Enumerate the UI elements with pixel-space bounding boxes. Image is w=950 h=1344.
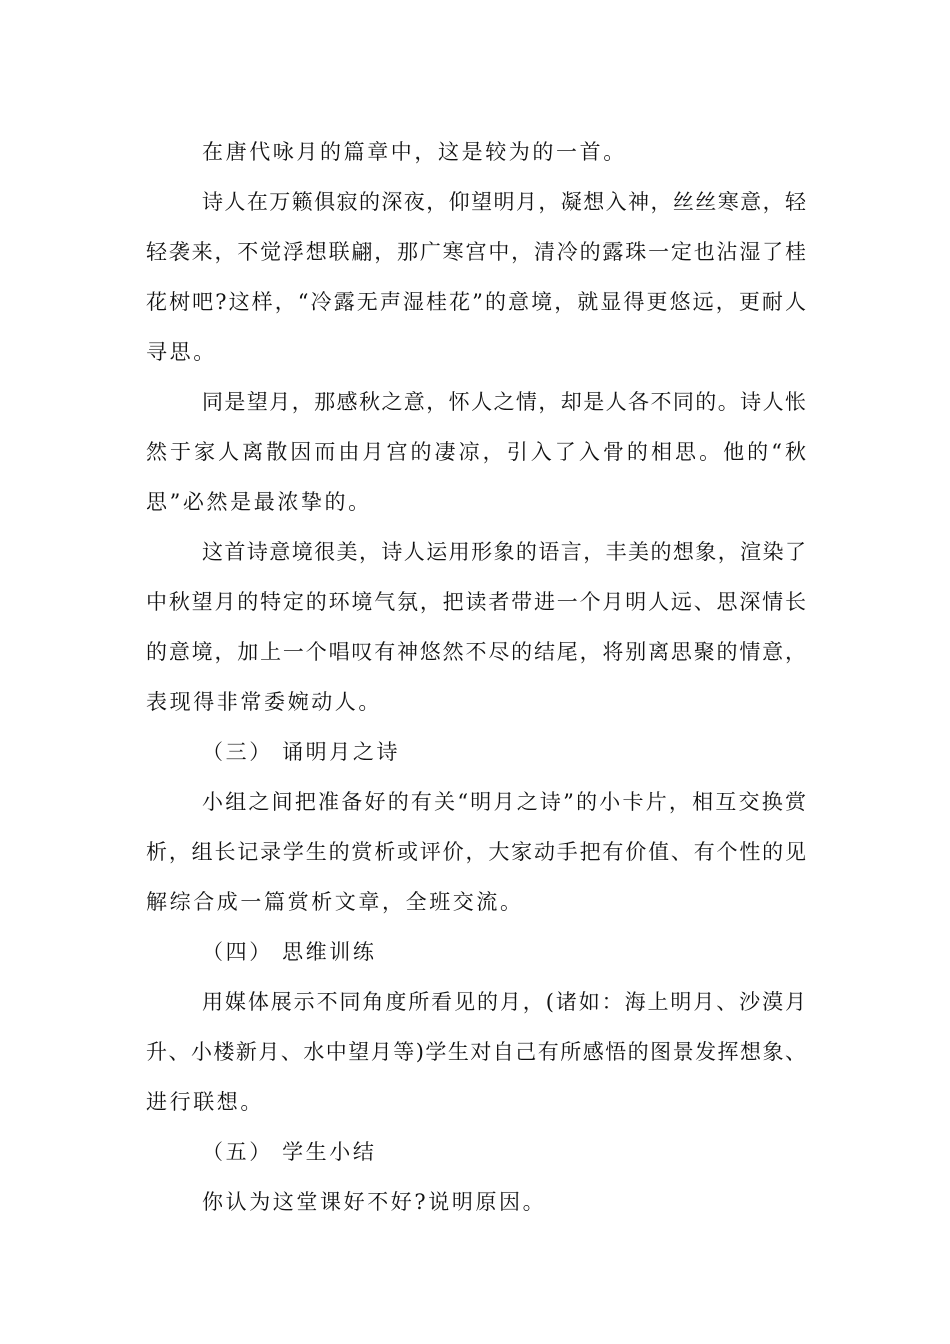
paragraph-line: 同是望月，那感秋之意，怀人之情，却是人各不同的。诗人怅 bbox=[202, 390, 806, 414]
section-heading: （五） 学生小结 bbox=[202, 1140, 377, 1164]
paragraph-line: 然于家人离散因而由月宫的凄凉，引入了入骨的相思。他的“秋 bbox=[146, 440, 806, 464]
paragraph-line: 的意境，加上一个唱叹有神悠然不尽的结尾，将别离思聚的情意， bbox=[146, 640, 806, 664]
paragraph-line: 诗人在万籁俱寂的深夜，仰望明月，凝想入神，丝丝寒意，轻 bbox=[202, 190, 806, 214]
paragraph-line: 中秋望月的特定的环境气氛，把读者带进一个月明人远、思深情长 bbox=[146, 590, 806, 614]
paragraph-line: 升、小楼新月、水中望月等)学生对自己有所感悟的图景发挥想象、 bbox=[146, 1040, 806, 1064]
paragraph-line: 你认为这堂课好不好?说明原因。 bbox=[202, 1190, 547, 1214]
paragraph-line: 思”必然是最浓挚的。 bbox=[146, 490, 372, 514]
paragraph-line: 轻袭来，不觉浮想联翩，那广寒宫中，清冷的露珠一定也沾湿了桂 bbox=[146, 240, 806, 264]
paragraph-line: 析，组长记录学生的赏析或评价，大家动手把有价值、有个性的见 bbox=[146, 840, 806, 864]
paragraph-line: 这首诗意境很美，诗人运用形象的语言，丰美的想象，渲染了 bbox=[202, 540, 806, 564]
paragraph-line: 表现得非常委婉动人。 bbox=[146, 690, 382, 714]
paragraph-line: 解综合成一篇赏析文章，全班交流。 bbox=[146, 890, 524, 914]
paragraph-line: 用媒体展示不同角度所看见的月，(诸如：海上明月、沙漠月 bbox=[202, 990, 806, 1014]
paragraph-line: 小组之间把准备好的有关“明月之诗”的小卡片，相互交换赏 bbox=[202, 790, 806, 814]
section-heading: （四） 思维训练 bbox=[202, 940, 377, 964]
paragraph-line: 在唐代咏月的篇章中，这是较为的一首。 bbox=[202, 140, 627, 164]
paragraph-line: 寻思。 bbox=[146, 340, 217, 364]
paragraph-line: 进行联想。 bbox=[146, 1090, 264, 1114]
section-heading: （三） 诵明月之诗 bbox=[202, 740, 401, 764]
paragraph-line: 花树吧?这样，“冷露无声湿桂花”的意境，就显得更悠远，更耐人 bbox=[146, 290, 806, 314]
